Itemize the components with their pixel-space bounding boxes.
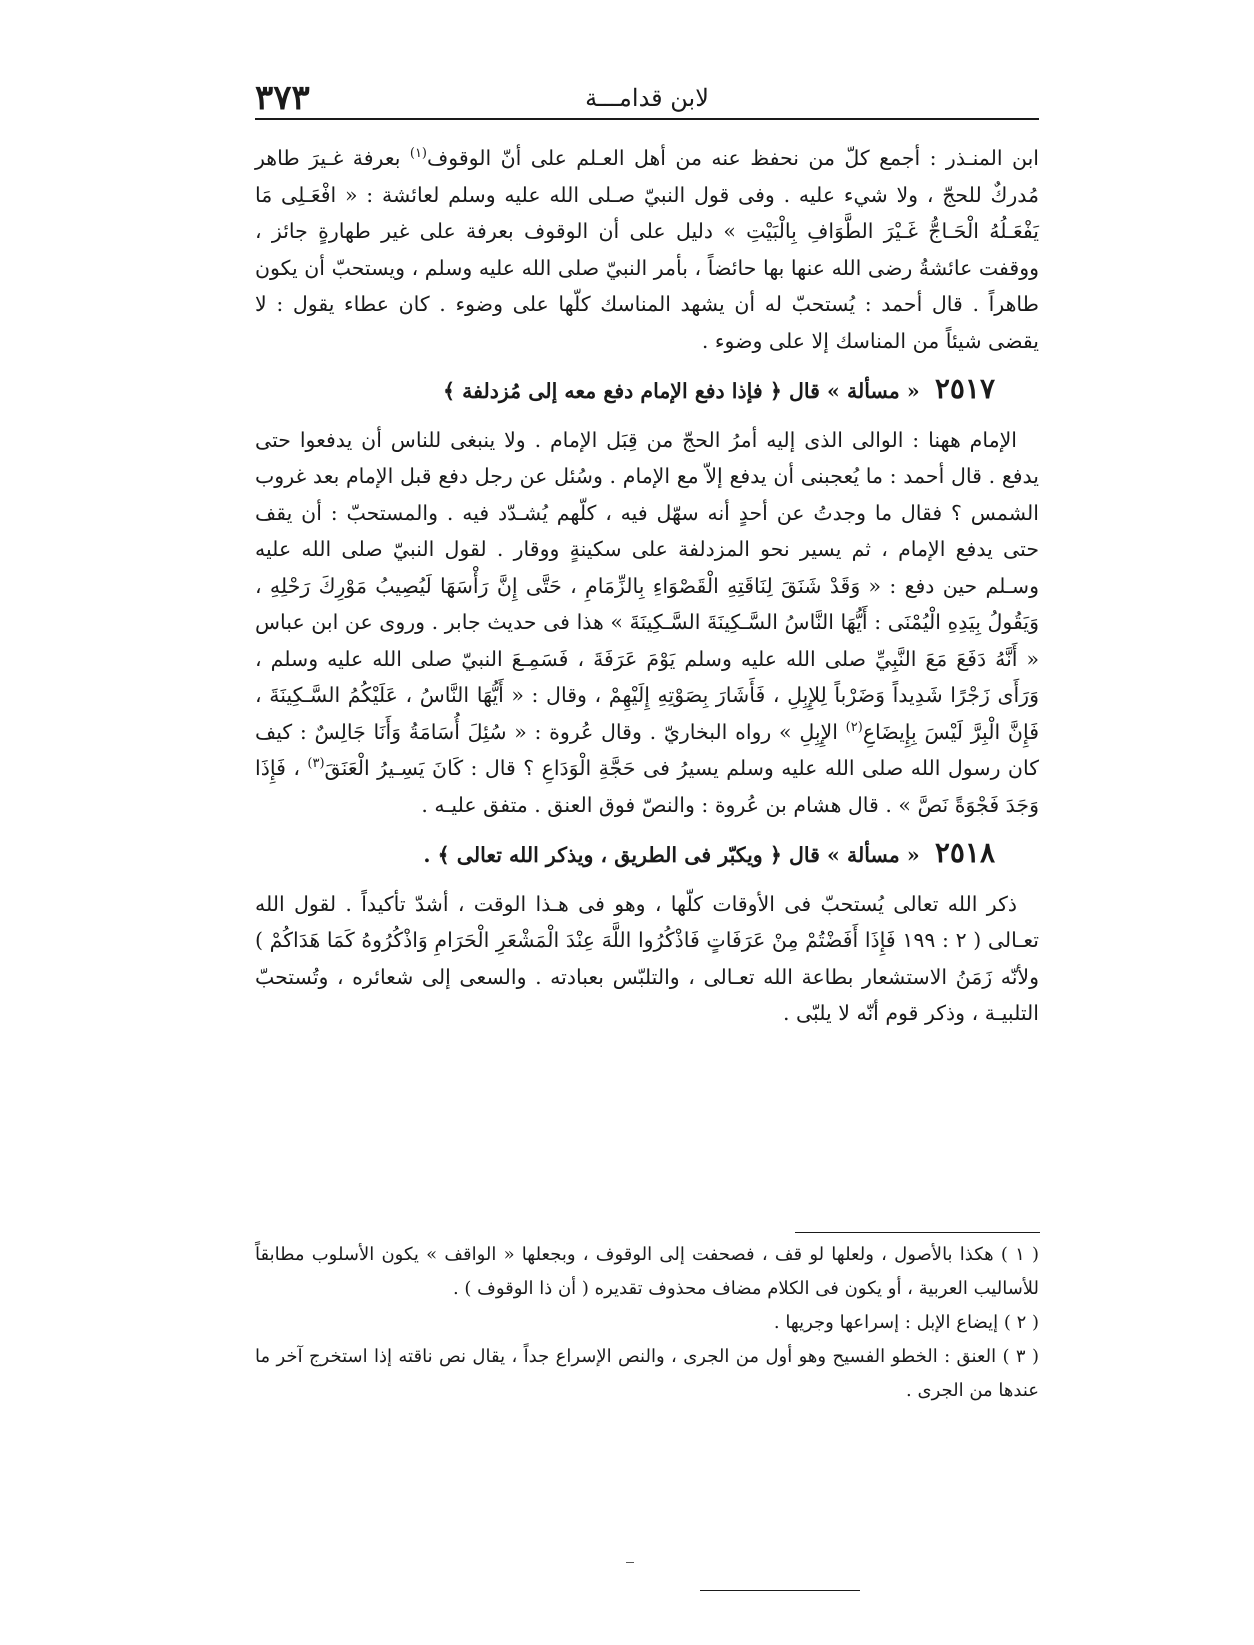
footnote-ref-3: (٣) xyxy=(307,756,325,772)
footnote-ref-1: (١) xyxy=(409,146,427,162)
footnotes xyxy=(255,1238,1039,1408)
footnote-1: ( ١ ) هكذا بالأصول ، ولعلها لو قف ، فصحفت إلى الوقوف ، وبجعلها « الواقف » يكون الأسلوب مطابقاً للأساليب العربية ، أو يكون فى الكلام مضاف محذوف تقديره ( أن ذا الوقوف ) . xyxy=(255,1244,1039,1299)
paragraph-2-end: ، فَإِذَا وَجَدَ فَجْوَةً نَصَّ » . قال هشام بن عُروة : والنصّ فوق العنق . متفق عليـه . xyxy=(255,756,1039,817)
issue-text-2517: « مسألة » قال ﴿ فإذا دفع الإمام دفع معه إلى مُزدلفة ﴾ xyxy=(442,379,920,403)
issue-text-2518: « مسألة » قال ﴿ ويكبّر فى الطريق ، ويذكر الله تعالى ﴾ . xyxy=(423,843,920,867)
issue-heading-2518 xyxy=(255,835,1039,874)
main-text xyxy=(255,140,1039,1032)
footnote-3: ( ٣ ) العنق : الخطو الفسيح وهو أول من الجرى ، والنص الإسراع جداً ، يقال نص ناقته إذا استخرج آخر ما عندها من الجرى . xyxy=(255,1346,1039,1401)
header-rule xyxy=(255,118,1039,120)
footnote-2: ( ٢ ) إيضاع الإبل : إسراعها وجريها . xyxy=(773,1312,1039,1333)
page-header xyxy=(255,70,1039,118)
running-title: لابن قدامـــة xyxy=(585,84,709,112)
paragraph-2-start: الإمام ههنا : الوالى الذى إليه أمرُ الحجّ من قِبَل الإمام . ولا ينبغى للناس أن يدفعوا حتى يدفع . قال أحمد : ما يُعجبنى أن يدفع إلاّ مع الإمام . وسُئل عن رجل دفع قبل الإمام بعد غروب الشمس ؟ فقال ما وجدتُ عن أحدٍ أنه سهّل فيه ، كلّهم يُشـدّد فيه . والمستحبّ : أن يقف حتى يدفع الإمام ، ثم يسير نحو المزدلفة على سكينةٍ ووقار . لقول النبيّ صلى الله عليه وسـلم حين دفع : « وَقَدْ شَنَقَ لِنَاقَتِهِ الْقَصْوَاءِ بِالزِّمَامِ ، حَتَّى إِنَّ رَأْسَهَا لَيُصِيبُ مَوْرِكَ رَحْلِهِ ، وَيَقُولُ بِيَدِهِ الْيُمْنَى : أَيُّهَا النَّاسُ السَّـكِينَةَ السَّـكِينَةَ » هذا فى حديث جابر . وروى عن ابن عباس « أَنَّهُ دَفَعَ مَعَ النَّبِيِّ صلى الله عليه وسلم يَوْمَ عَرَفَةَ ، فَسَمِـعَ النبيّ صلى الله عليه وسلم ، وَرَأَى زَجْرًا شَدِيداً وَضَرْباً لِلإِبِلِ ، فَأَشَارَ بِصَوْتِهِ إِلَيْهِمْ ، وقال : « أَيُّهَا النَّاسُ ، عَلَيْكُمُ السَّـكِينَةَ ، فَإِنَّ الْبِرَّ لَيْسَ بِإِيضَاعِ xyxy=(255,427,1039,744)
paragraph-1-rest: بعرفة غـيرَ طاهر مُدركٌ للحجّ ، ولا شيء عليه . وفى قول النبيّ صـلى الله عليه وسلم لعائشة : « افْعَـلِى مَا يَفْعَـلُهُ الْحَـاجُّ غَـيْرَ الطَّوَافِ بِالْبَيْتِ » دليل على أن الوقوف بعرفة على غير طهارةٍ جائز ، ووقفت عائشةُ رضى الله عنها بها حائضاً ، بأمر النبيّ صلى الله عليه وسلم ، ويستحبّ أن يكون طاهراً . قال أحمد : يُستحبّ له أن يشهد المناسك كلّها على وضوء . كان عطاء يقول : لا يقضى شيئاً من المناسك إلا على وضوء . xyxy=(255,146,1039,353)
bottom-mark xyxy=(626,1562,634,1563)
paragraph-2-rest: الإِبِلِ » رواه البخاريّ . وقال عُروة : « سُئِلَ أُسَامَةُ وَأَنَا جَالِسٌ : كيف كان رسول الله صلى الله عليه وسلم يسيرُ فى حَجَّةِ الْوَدَاعِ ؟ قال : كَانَ يَسِـيرُ الْعَنَقَ xyxy=(255,719,1039,780)
bottom-rule xyxy=(700,1590,860,1591)
page-number: ٣٧٣ xyxy=(255,78,310,118)
paragraph-1-start: ابن المنـذر : أجمع كلّ من نحفظ عنه من أهل العـلم على أنّ الوقوف xyxy=(427,146,1039,170)
issue-number-2517: ٢٥١٧ xyxy=(934,372,995,405)
issue-heading-2517 xyxy=(255,371,1039,410)
paragraph-3: ذكر الله تعالى يُستحبّ فى الأوقات كلّها ، وهو فى هـذا الوقت ، أشدّ تأكيداً . لقول الله تعـالى ( ٢ : ١٩٩ فَإِذَا أَفَضْتُمْ مِنْ عَرَفَاتٍ فَاذْكُرُوا اللَّهَ عِنْدَ الْمَشْعَرِ الْحَرَامِ وَاذْكُرُوهُ كَمَا هَدَاكُمْ ) ولأنّه زَمَنُ الاستشعار بطاعة الله تعـالى ، والتلبّس بعبادته . والسعى إلى شعائره ، وتُستحبّ التلبيـة ، وذكر قوم أنّه لا يلبّى . xyxy=(255,891,1039,1025)
footnote-rule xyxy=(795,1232,1040,1233)
footnote-ref-2: (٢) xyxy=(845,719,863,735)
paragraph-1 xyxy=(255,140,1039,359)
issue-number-2518: ٢٥١٨ xyxy=(934,836,995,869)
paragraph-2 xyxy=(255,422,1039,824)
